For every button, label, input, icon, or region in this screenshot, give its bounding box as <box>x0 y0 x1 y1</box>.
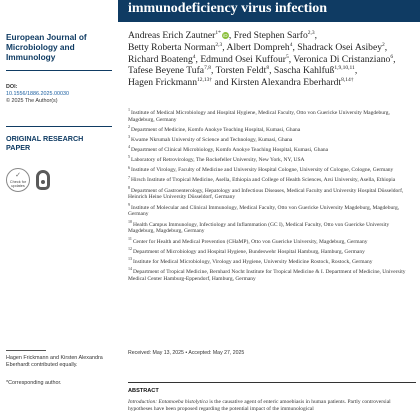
affiliation-list <box>128 107 412 286</box>
affiliation-text: Center for Health and Medical Prevention (CHaMP), Otto von Guericke University, Magdeburg, Germany <box>132 238 368 245</box>
affiliation-text: Health Campus Immunology, Infectiology and Inflammation (GC I), Medical Faculty, Otto von Guericke University Magdeburg, Magdeburg, Germany <box>128 221 390 235</box>
author-name[interactable] <box>128 65 214 77</box>
author-name-text: Kirsten Alexandra Eberhardt <box>230 77 342 89</box>
affiliation-item <box>128 164 412 174</box>
author-name[interactable] <box>128 54 196 65</box>
author-name-text: Edmund Osei Kuffour <box>200 53 286 65</box>
author-name[interactable] <box>200 54 288 65</box>
sidebar <box>0 22 118 420</box>
author-affiliation-marker: 2,3 <box>307 29 315 36</box>
abstract-heading: ABSTRACT <box>128 388 159 394</box>
author-name-text: Shadrack Osei Asibey <box>297 41 382 53</box>
author-name[interactable] <box>273 65 358 77</box>
author-name-text: Richard Boateng <box>128 53 193 65</box>
affiliation-text: Hirsch Institute of Tropical Medicine, Asella, Ethiopia and College of Health Sciences, Arsi University, Asella, Ethiopia <box>131 177 396 184</box>
received-accepted-dates: Received: May 13, 2025 • Accepted: May 27, 2025 <box>128 350 245 356</box>
affiliation-item <box>128 144 412 154</box>
affiliation-item <box>128 174 412 184</box>
article-type: ORIGINAL RESEARCH PAPER <box>6 134 84 152</box>
affiliation-number: 7 <box>128 174 130 180</box>
author-separator: , <box>269 65 272 77</box>
author-name[interactable] <box>227 42 293 53</box>
affiliation-number: 3 <box>128 134 130 140</box>
affiliation-text: Department of Tropical Medicine, Bernhard Nocht Institute for Tropical Medicine & I. Department of Medicine, University Medical Center Hamburg-Eppendorf, Hamburg, Germany <box>128 268 406 282</box>
affiliation-item <box>128 124 412 134</box>
affiliation-text: Department of Microbiology and Hospital Hygiene, Bundeswehr Hospital Hamburg, Hamburg, Germany <box>133 248 365 255</box>
affiliation-item <box>128 218 412 236</box>
author-separator: , <box>292 41 295 53</box>
author-affiliation-marker: 12,13† <box>197 77 213 83</box>
doi-link[interactable]: 10.1556/1886.2025.00030 <box>6 91 69 97</box>
affiliation-number: 6 <box>128 164 130 170</box>
article-title: immunodeficiency virus infection <box>128 1 328 16</box>
author-name-text: Andreas Erich Zautner <box>128 30 216 41</box>
author-name[interactable] <box>128 41 225 53</box>
author-separator: , <box>393 53 396 65</box>
author-affiliation-marker: 8 <box>266 65 270 72</box>
affiliation-number: 9 <box>128 201 130 207</box>
affiliation-text: Institute of Medical Microbiology and Hospital Hygiene, Medical Faculty, Otto von Guericke University Magdeburg, Magdeburg, Germany <box>128 110 390 123</box>
affiliation-number: 12 <box>128 245 132 251</box>
affiliation-number: 13 <box>128 255 132 261</box>
footnote-divider <box>6 350 46 351</box>
author-name-text: Veronica Di Cristanziano <box>293 53 391 65</box>
affiliation-text: Institute of Virology, Faculty of Medicine and University Hospital Cologne, University of Cologne, Cologne, Germany <box>131 167 394 174</box>
affiliation-item <box>128 245 412 256</box>
abstract-body: is the causative agent of enteric amoebiasis in human patients. Partly controversial hypotheses have been proposed regarding the potential impact of the immunological <box>128 399 391 412</box>
doi-label: DOI: <box>6 84 18 90</box>
author-name[interactable] <box>231 77 354 88</box>
author-affiliation-marker: 4 <box>192 53 196 60</box>
affiliation-number: 10 <box>128 218 132 224</box>
author-name-text: Fred Stephen Sarfo <box>233 30 308 41</box>
author-name-text: Tafese Beyene Tufa <box>128 65 205 77</box>
footnote-equal-contribution: Hagen Frickmann and Kirsten Alexandra Eberhardt contributed equally. <box>6 355 103 368</box>
copyright: © 2025 The Author(s) <box>6 98 58 104</box>
author-name[interactable] <box>128 77 212 88</box>
affiliation-text: Institute of Molecular and Clinical Immunology, Medical Faculty, Otto von Guericke University Magdeburg, Magdeburg, Germany <box>128 204 400 218</box>
author-affiliation-marker: 7,8 <box>204 65 211 72</box>
footnote-corresponding: *Corresponding author. <box>6 380 62 386</box>
check-badge-line2: updates <box>11 184 25 188</box>
orcid-icon[interactable]: iD <box>223 33 228 38</box>
author-separator: and <box>212 77 229 89</box>
author-separator: , <box>228 30 232 41</box>
affiliation-text: Laboratory of Retrovirology, The Rockefeller University, New York, NY, USA <box>131 157 305 164</box>
author-affiliation-marker: 1,9,10,11 <box>334 65 355 72</box>
author-name-text: Albert Dompreh <box>226 41 290 53</box>
affiliation-text: Department of Medicine, Komfo Anokye Teaching Hospital, Kumasi, Ghana <box>131 127 301 133</box>
badge-row <box>6 168 50 192</box>
affiliation-item <box>128 134 412 144</box>
author-name[interactable] <box>297 42 384 53</box>
author-affiliation-marker: 8,14† <box>341 77 354 83</box>
affiliation-item <box>128 235 412 246</box>
author-name[interactable] <box>233 29 318 41</box>
open-access-icon <box>36 170 50 190</box>
author-name-text: Torsten Feldt <box>215 65 267 77</box>
author-separator: , <box>314 30 318 41</box>
affiliation-item <box>128 255 412 266</box>
author-name-text: Betty Roberta Norman <box>128 41 216 53</box>
affiliation-number: 4 <box>128 144 130 150</box>
affiliation-item <box>128 266 412 283</box>
journal-name: European Journal of Microbiology and Immunology <box>6 32 87 62</box>
check-for-updates-badge[interactable] <box>6 168 30 192</box>
author-separator: , <box>384 41 388 53</box>
affiliation-number: 2 <box>128 124 130 130</box>
affiliation-text: Department of Gastroenterology, Hepatology and Infectious Diseases, Medical Faculty and University Hospital Düsseldorf, Heinrich Heine University Düsseldorf, Germany <box>128 187 404 201</box>
author-separator: , <box>354 65 358 77</box>
affiliation-number: 5 <box>128 154 130 160</box>
author-name[interactable] <box>128 29 232 41</box>
abstract-divider <box>128 382 416 383</box>
author-separator: , <box>288 53 292 65</box>
author-affiliation-marker: 2,3 <box>215 41 223 48</box>
affiliation-number: 1 <box>128 107 130 113</box>
affiliation-item <box>128 201 412 219</box>
author-name[interactable] <box>216 65 270 76</box>
affiliation-number: 8 <box>128 184 130 190</box>
article-title-bar <box>118 0 420 22</box>
affiliation-item <box>128 184 412 202</box>
author-affiliation-marker: 5 <box>285 53 289 60</box>
author-separator: , <box>195 53 198 65</box>
check-badge-line1: Check for <box>9 179 27 184</box>
affiliation-number: 11 <box>128 235 132 241</box>
author-separator: , <box>222 41 225 53</box>
sidebar-divider <box>6 126 112 127</box>
author-affiliation-marker: 1* <box>215 29 221 36</box>
author-name-text: Sascha Kahlfuß <box>273 65 335 77</box>
affiliation-text: Kwame Nkrumah University of Science and Technology, Kumasi, Ghana <box>131 137 293 144</box>
abstract-text <box>128 399 416 413</box>
check-icon: ✓ <box>15 171 21 179</box>
sidebar-divider <box>6 70 112 71</box>
author-affiliation-marker: 2 <box>382 41 385 48</box>
affiliation-text: Department of Clinical Microbiology, Komfo Anokye Teaching Hospital, Kumasi, Ghana <box>131 147 329 154</box>
affiliation-item <box>128 107 412 124</box>
author-affiliation-marker: 6 <box>390 53 394 60</box>
affiliation-number: 14 <box>128 266 132 272</box>
abstract-lead: Introduction: Entamoeba histolytica <box>128 399 208 405</box>
author-name-text: Hagen Frickmann <box>128 77 198 89</box>
affiliation-item <box>128 154 412 164</box>
author-separator: , <box>210 65 214 77</box>
author-affiliation-marker: 4 <box>289 41 293 48</box>
author-list <box>128 30 412 89</box>
author-name[interactable] <box>293 53 396 65</box>
affiliation-text: Institute for Medical Microbiology, Virology and Hygiene, University Medicine Rostock, Rostock, Germany <box>133 258 373 265</box>
